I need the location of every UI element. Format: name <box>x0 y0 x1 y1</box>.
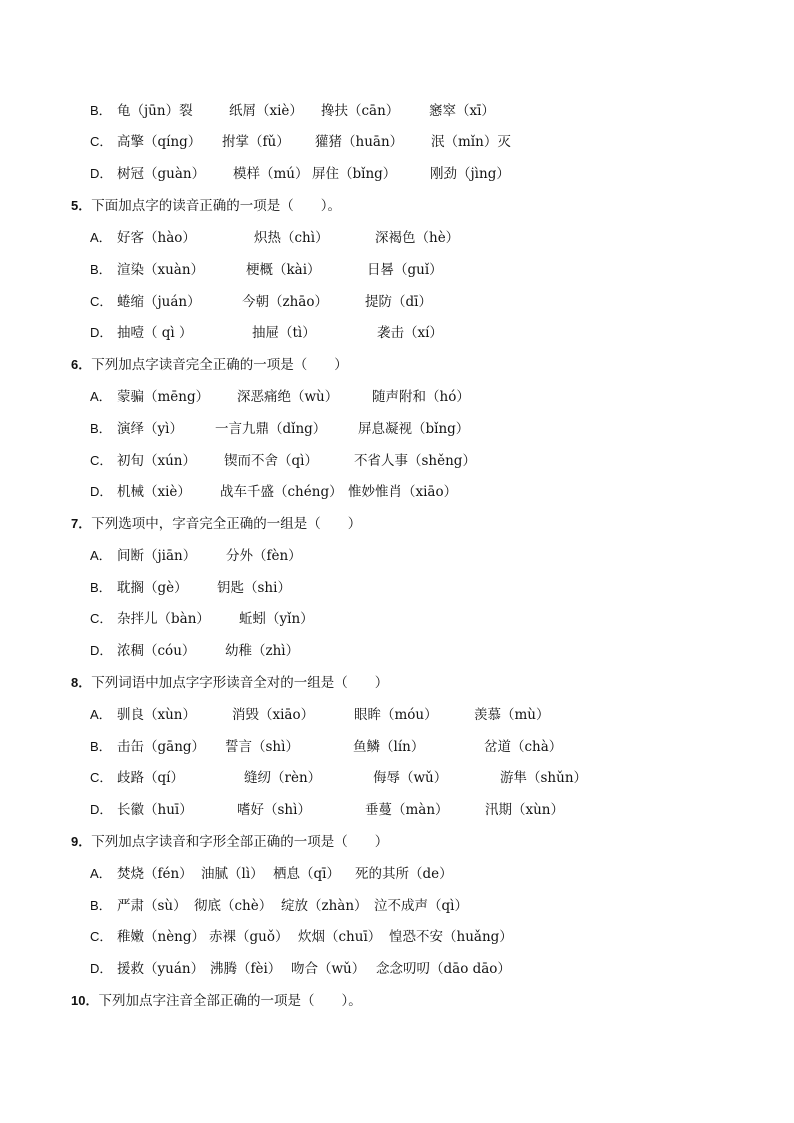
question-number: 5． <box>71 198 92 213</box>
option-item: 间断（jiān） <box>117 548 197 564</box>
option-item: 渲染（xuàn） <box>117 262 205 278</box>
question-text: 下列加点字读音和字形全部正确的一项是（ ） <box>91 834 389 850</box>
option-item: 幼稚（zhì） <box>225 643 300 659</box>
option-label: C． <box>90 611 113 626</box>
option-item: 抽屉（tì） <box>252 325 316 341</box>
question-stem <box>71 672 388 694</box>
option-item: 拊掌（fǔ） <box>222 134 290 150</box>
option-item: 游隼（shǔn） <box>500 770 588 786</box>
option-item: 彻底（chè） <box>194 898 273 914</box>
option-item: 蒙骗（mēng） <box>117 389 210 405</box>
option-item: 机械（xiè） <box>117 484 191 500</box>
option-item: 炽热（chì） <box>254 230 329 246</box>
option-item: 浓稠（cóu） <box>117 643 196 659</box>
option-item: 抽噎（ qì ） <box>117 325 193 341</box>
option-item: 油腻（lì） <box>201 866 264 882</box>
option-label: A． <box>90 707 112 722</box>
option-item: 深恶痛绝（wù） <box>237 389 339 405</box>
option-label: B． <box>90 898 112 913</box>
option-item: 杂拌儿（bàn） <box>117 611 210 627</box>
option-item: 袭击（xí） <box>377 325 443 341</box>
option-item: 鱼鳞（lín） <box>353 739 425 755</box>
option-item: 耽搁（gè） <box>117 580 188 596</box>
option-item: 眼眸（móu） <box>354 707 438 723</box>
question-stem <box>71 990 362 1012</box>
question-number: 7． <box>71 516 92 531</box>
option-label: B． <box>90 103 112 118</box>
option-item: 栖息（qī） <box>273 866 340 882</box>
option-item: 驯良（xùn） <box>117 707 197 723</box>
option-item: 消毁（xiāo） <box>232 707 315 723</box>
option-item: 不省人事（shěng） <box>354 453 476 469</box>
option-item: 窸窣（xī） <box>429 103 495 119</box>
option-item: 初旬（xún） <box>117 453 197 469</box>
option-item: 严肃（sù） <box>117 898 187 914</box>
option-item: 吻合（wǔ） <box>291 961 366 977</box>
option-item: 蚯蚓（yǐn） <box>239 611 314 627</box>
option-item: 钥匙（shi） <box>217 580 291 596</box>
option-item: 嗜好（shì） <box>237 802 311 818</box>
answer-option <box>90 640 730 662</box>
option-item: 深褐色（hè） <box>375 230 460 246</box>
answer-option <box>90 418 730 440</box>
option-label: C． <box>90 294 113 309</box>
option-item: 羡慕（mù） <box>474 707 550 723</box>
option-item: 屏住（bǐng） <box>312 166 397 182</box>
answer-option <box>90 863 730 885</box>
question-number: 10． <box>71 993 99 1008</box>
question-stem <box>71 354 348 376</box>
answer-option <box>90 322 730 344</box>
option-item: 念念叨叨（dāo dāo） <box>376 961 511 977</box>
option-item: 泣不成声（qì） <box>374 898 468 914</box>
option-item: 高擎（qíng） <box>117 134 202 150</box>
answer-option <box>90 736 730 758</box>
option-item: 刚劲（jìng） <box>430 166 510 182</box>
option-label: A． <box>90 866 112 881</box>
option-item: 梗概（kài） <box>246 262 321 278</box>
option-item: 蜷缩（juán） <box>117 294 201 310</box>
option-item: 树冠（guàn） <box>117 166 206 182</box>
option-item: 一言九鼎（dǐng） <box>215 421 327 437</box>
answer-option <box>90 799 730 821</box>
answer-option <box>90 131 730 153</box>
option-item: 獾猪（huān） <box>315 134 404 150</box>
question-number: 8． <box>71 675 92 690</box>
option-item: 分外（fèn） <box>226 548 302 564</box>
option-item: 好客（hào） <box>117 230 196 246</box>
option-item: 死的其所（de） <box>355 866 453 882</box>
answer-option <box>90 895 730 917</box>
option-item: 随声附和（hó） <box>372 389 470 405</box>
option-label: B． <box>90 580 112 595</box>
option-label: A． <box>90 230 112 245</box>
option-item: 提防（dī） <box>365 294 432 310</box>
option-item: 侮辱（wǔ） <box>373 770 448 786</box>
option-label: D． <box>90 166 113 181</box>
option-label: A． <box>90 389 112 404</box>
answer-option <box>90 163 730 185</box>
option-label: B． <box>90 739 112 754</box>
option-item: 屏息凝视（bǐng） <box>358 421 470 437</box>
option-label: B． <box>90 262 112 277</box>
option-label: C． <box>90 770 113 785</box>
option-item: 绽放（zhàn） <box>281 898 368 914</box>
option-item: 今朝（zhāo） <box>242 294 328 310</box>
option-item: 焚烧（fén） <box>117 866 193 882</box>
question-text: 下列词语中加点字字形读音全对的一组是（ ） <box>91 675 389 691</box>
question-stem <box>71 195 341 217</box>
question-text: 下列加点字注音全部正确的一项是（ ）。 <box>98 993 362 1009</box>
option-item: 汛期（xùn） <box>485 802 565 818</box>
answer-option <box>90 386 730 408</box>
option-item: 演绎（yì） <box>117 421 183 437</box>
option-item: 赤裸（guǒ） <box>209 929 289 945</box>
option-item: 稚嫩（nèng） <box>117 929 206 945</box>
option-label: C． <box>90 453 113 468</box>
option-label: A． <box>90 548 112 563</box>
option-label: C． <box>90 929 113 944</box>
option-item: 锲而不舍（qì） <box>224 453 318 469</box>
question-stem <box>71 513 361 535</box>
answer-option <box>90 608 730 630</box>
option-label: D． <box>90 643 113 658</box>
option-item: 战车千盛（chéng） <box>220 484 343 500</box>
option-item: 纸屑（xiè） <box>229 103 303 119</box>
option-item: 击缶（gāng） <box>117 739 206 755</box>
answer-option <box>90 450 730 472</box>
option-label: D． <box>90 802 113 817</box>
option-item: 搀扶（cān） <box>321 103 400 119</box>
option-item: 模样（mú） <box>233 166 309 182</box>
option-item: 龟（jūn）裂 <box>117 103 193 119</box>
question-text: 下面加点字的读音正确的一项是（ ）。 <box>91 198 341 214</box>
answer-option <box>90 100 730 122</box>
option-item: 歧路（qí） <box>117 770 184 786</box>
question-text: 下列选项中，字音完全正确的一组是（ ） <box>91 516 362 532</box>
option-label: B． <box>90 421 112 436</box>
answer-option <box>90 926 730 948</box>
answer-option <box>90 227 730 249</box>
answer-option <box>90 958 730 980</box>
option-item: 惶恐不安（huǎng） <box>389 929 513 945</box>
answer-option <box>90 577 730 599</box>
option-item: 泯（mǐn）灭 <box>431 134 511 150</box>
option-item: 日晷（guǐ） <box>367 262 443 278</box>
option-label: D． <box>90 484 113 499</box>
option-item: 沸腾（fèi） <box>210 961 282 977</box>
answer-option <box>90 545 730 567</box>
option-label: C． <box>90 134 113 149</box>
question-number: 9． <box>71 834 92 849</box>
option-label: D． <box>90 961 113 976</box>
question-text: 下列加点字读音完全正确的一项是（ ） <box>91 357 348 373</box>
answer-option <box>90 767 730 789</box>
option-item: 誓言（shì） <box>225 739 299 755</box>
option-item: 岔道（chà） <box>484 739 563 755</box>
option-item: 惟妙惟肖（xiāo） <box>348 484 458 500</box>
answer-option <box>90 481 730 503</box>
option-label: D． <box>90 325 113 340</box>
answer-option <box>90 704 730 726</box>
option-item: 援救（yuán） <box>117 961 205 977</box>
option-item: 垂蔓（màn） <box>365 802 449 818</box>
option-item: 长徽（huī） <box>117 802 193 818</box>
answer-option <box>90 291 730 313</box>
answer-option <box>90 259 730 281</box>
question-stem <box>71 831 388 853</box>
question-number: 6． <box>71 357 92 372</box>
option-item: 炊烟（chuī） <box>298 929 382 945</box>
option-item: 缝纫（rèn） <box>244 770 322 786</box>
